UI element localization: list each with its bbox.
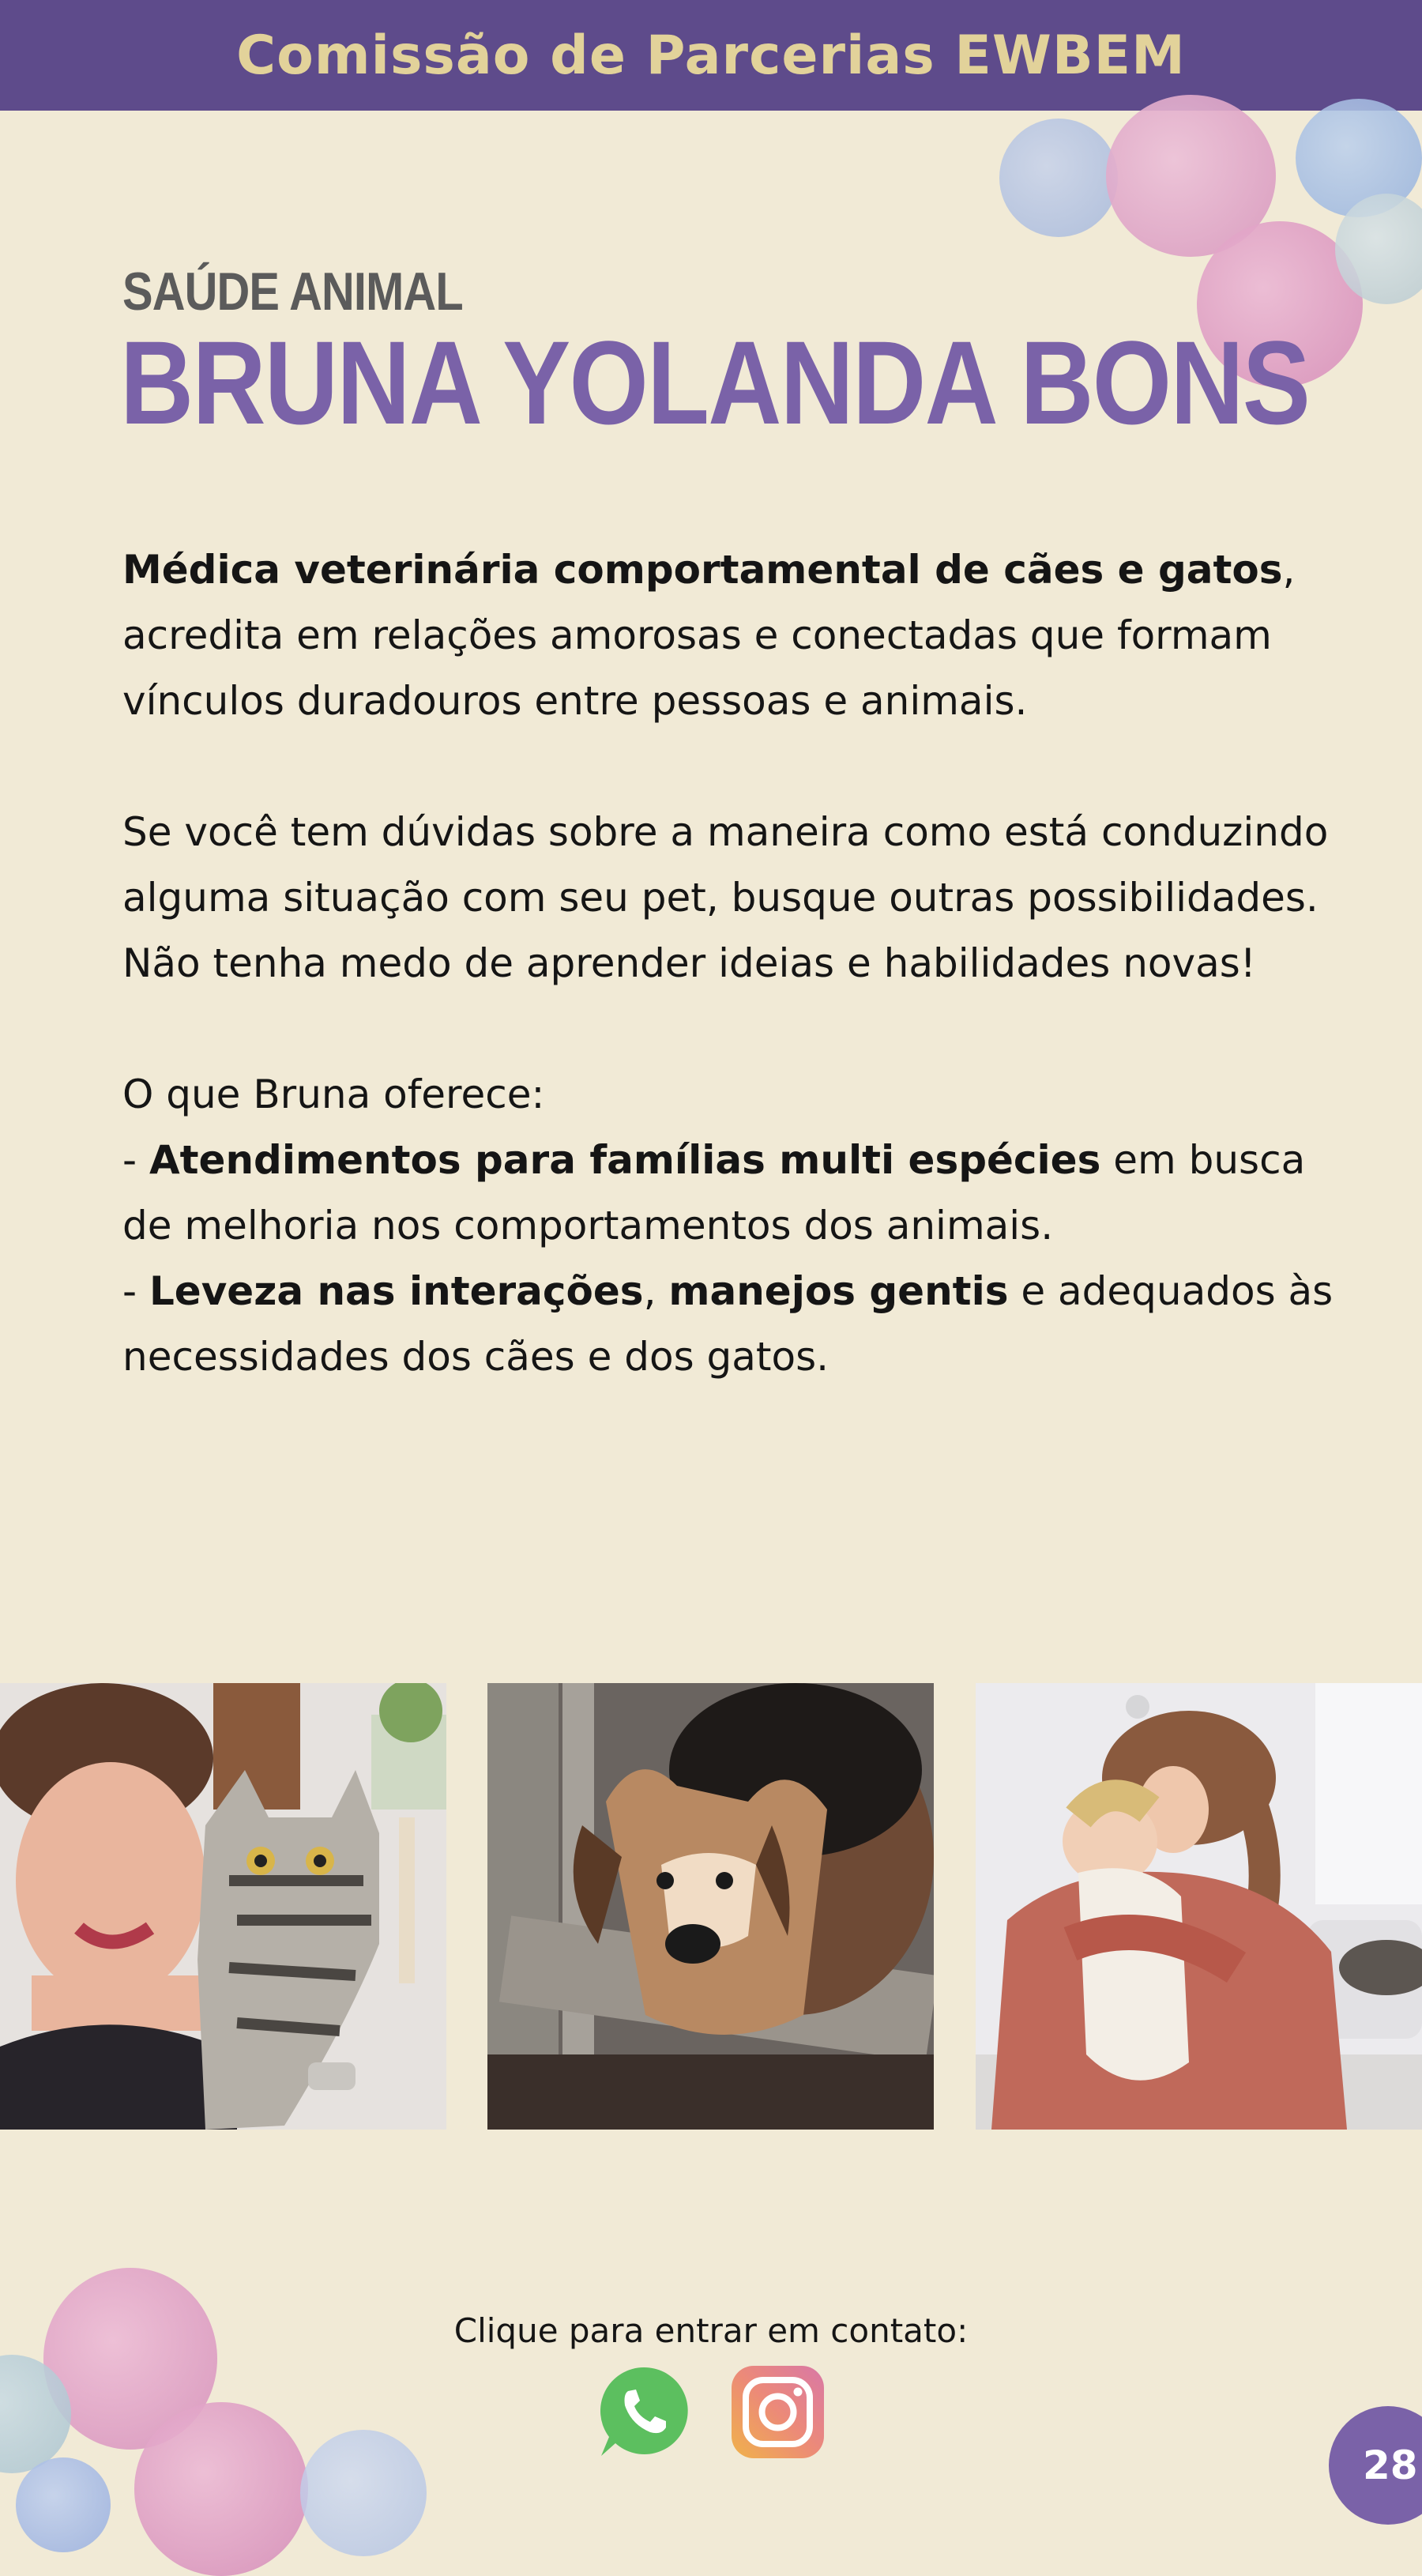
offer-2-prefix: - [122, 1268, 149, 1314]
offer-1-prefix: - [122, 1137, 149, 1183]
offer-2-sep: , [643, 1268, 669, 1314]
intro-bold: Médica veterinária comportamental de cães e gatos [122, 547, 1283, 593]
header-bar [0, 0, 1422, 111]
contact-label: Clique para entrar em contato: [453, 2311, 969, 2350]
photo-woman-with-cat [0, 1683, 446, 2130]
whatsapp-icon[interactable] [595, 2363, 694, 2461]
offer-2-bold-1: Leveza nas interações [149, 1268, 644, 1314]
description [122, 537, 1355, 1390]
intro-paragraph [122, 537, 1355, 734]
page-number: 28 [1329, 2406, 1422, 2525]
offer-1-bold: Atendimentos para famílias multi espécies [149, 1137, 1101, 1183]
offer-item-2 [122, 1259, 1355, 1390]
profile-name: BRUNA YOLANDA BONS [120, 316, 1310, 449]
offer-1-rest: em busca de melhoria nos comportamentos dos animais. [122, 1137, 1306, 1248]
offer-2-bold-2: manejos gentis [668, 1268, 1009, 1314]
advice-paragraph: Se você tem dúvidas sobre a maneira como está conduzindo alguma situação com seu pet, busque outras possibilidades. Não tenha medo de aprender ideias e habilidades novas! [122, 809, 1329, 986]
offer-2-rest: e adequados às necessidades dos cães e dos gatos. [122, 1268, 1334, 1380]
offer-item-1 [122, 1128, 1355, 1259]
photo-boy-with-dog [487, 1683, 934, 2130]
photo-mother-with-baby [976, 1683, 1422, 2130]
offer-intro: O que Bruna oferece: [122, 1071, 545, 1117]
category-label: SAÚDE ANIMAL [122, 262, 463, 322]
header-title: Comissão de Parcerias EWBEM [236, 24, 1186, 87]
intro-rest: , acredita em relações amorosas e conectadas que formam vínculos duradouros entre pessoas e animais. [122, 547, 1296, 724]
instagram-icon[interactable] [728, 2363, 827, 2461]
